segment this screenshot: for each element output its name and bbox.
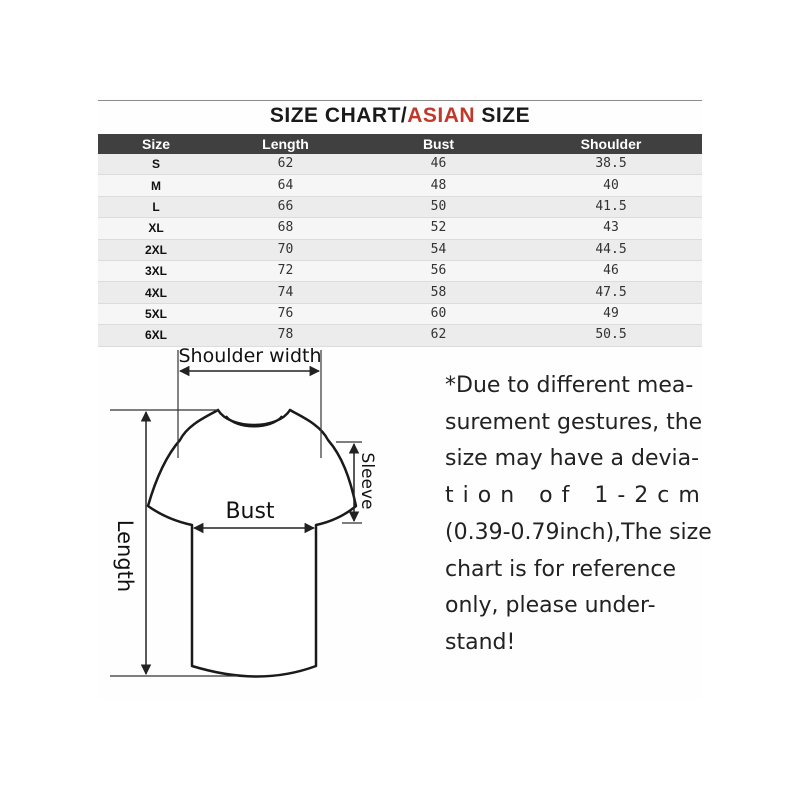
column-header-size: Size bbox=[98, 134, 214, 154]
length-cell: 66 bbox=[214, 196, 357, 217]
size-cell: L bbox=[98, 196, 214, 217]
length-cell: 72 bbox=[214, 260, 357, 281]
table-row bbox=[98, 154, 702, 175]
shoulder-cell: 46 bbox=[520, 260, 702, 281]
sleeve-label: Sleeve bbox=[357, 452, 377, 510]
note-line: (0.39-0.79inch),The size bbox=[445, 519, 712, 545]
shoulder-cell: 50.5 bbox=[520, 325, 702, 346]
length-label: Length bbox=[113, 519, 137, 593]
shoulder-width-label: Shoulder width bbox=[178, 345, 322, 367]
table-row bbox=[98, 303, 702, 324]
title-prefix: SIZE CHART/ bbox=[269, 104, 408, 127]
chart-title bbox=[98, 101, 702, 131]
measurement-note bbox=[445, 368, 712, 662]
table-row bbox=[98, 282, 702, 303]
bust-label: Bust bbox=[225, 499, 275, 524]
note-line: *Due to different mea- bbox=[445, 373, 694, 398]
bust-cell: 52 bbox=[357, 218, 520, 239]
shoulder-cell: 44.5 bbox=[520, 239, 702, 260]
shoulder-cell: 40 bbox=[520, 175, 702, 196]
table-header-row bbox=[98, 134, 702, 154]
shoulder-cell: 47.5 bbox=[520, 282, 702, 303]
bust-cell: 56 bbox=[357, 260, 520, 281]
size-cell: S bbox=[98, 154, 214, 175]
bust-cell: 50 bbox=[357, 196, 520, 217]
tshirt-measurement-diagram bbox=[98, 338, 388, 693]
bust-cell: 62 bbox=[357, 325, 520, 346]
table-row bbox=[98, 175, 702, 196]
table-row bbox=[98, 260, 702, 281]
table-body bbox=[98, 154, 702, 346]
title-accent: ASIAN bbox=[407, 104, 476, 127]
note-line: chart is for reference bbox=[445, 556, 677, 582]
note-line: only, please under- bbox=[445, 593, 656, 619]
size-cell: 3XL bbox=[98, 260, 214, 281]
bust-cell: 58 bbox=[357, 282, 520, 303]
size-cell: 2XL bbox=[98, 239, 214, 260]
bust-cell: 54 bbox=[357, 239, 520, 260]
tshirt-outline bbox=[148, 410, 356, 677]
length-cell: 76 bbox=[214, 303, 357, 324]
bust-cell: 46 bbox=[357, 154, 520, 175]
size-cell: 6XL bbox=[98, 325, 214, 346]
bust-cell: 48 bbox=[357, 175, 520, 196]
length-cell: 62 bbox=[214, 154, 357, 175]
shoulder-cell: 49 bbox=[520, 303, 702, 324]
column-header-shoulder: Shoulder bbox=[520, 134, 702, 154]
size-table bbox=[98, 134, 702, 347]
shoulder-cell: 38.5 bbox=[520, 154, 702, 175]
shoulder-cell: 41.5 bbox=[520, 196, 702, 217]
size-cell: 5XL bbox=[98, 303, 214, 324]
table-row bbox=[98, 218, 702, 239]
size-cell: XL bbox=[98, 218, 214, 239]
table-row bbox=[98, 196, 702, 217]
length-cell: 68 bbox=[214, 218, 357, 239]
length-cell: 78 bbox=[214, 325, 357, 346]
size-cell: 4XL bbox=[98, 282, 214, 303]
note-line: surement gestures, the bbox=[445, 409, 703, 435]
note-line: size may have a devia- bbox=[445, 446, 700, 472]
column-header-bust: Bust bbox=[357, 134, 520, 154]
shoulder-cell: 43 bbox=[520, 218, 702, 239]
table-row bbox=[98, 239, 702, 260]
note-line: tion of 1-2cm bbox=[445, 483, 709, 509]
length-cell: 74 bbox=[214, 282, 357, 303]
length-cell: 64 bbox=[214, 175, 357, 196]
column-header-length: Length bbox=[214, 134, 357, 154]
length-cell: 70 bbox=[214, 239, 357, 260]
title-suffix: SIZE bbox=[475, 104, 531, 127]
size-cell: M bbox=[98, 175, 214, 196]
note-line: stand! bbox=[445, 629, 516, 655]
bust-cell: 60 bbox=[357, 303, 520, 324]
